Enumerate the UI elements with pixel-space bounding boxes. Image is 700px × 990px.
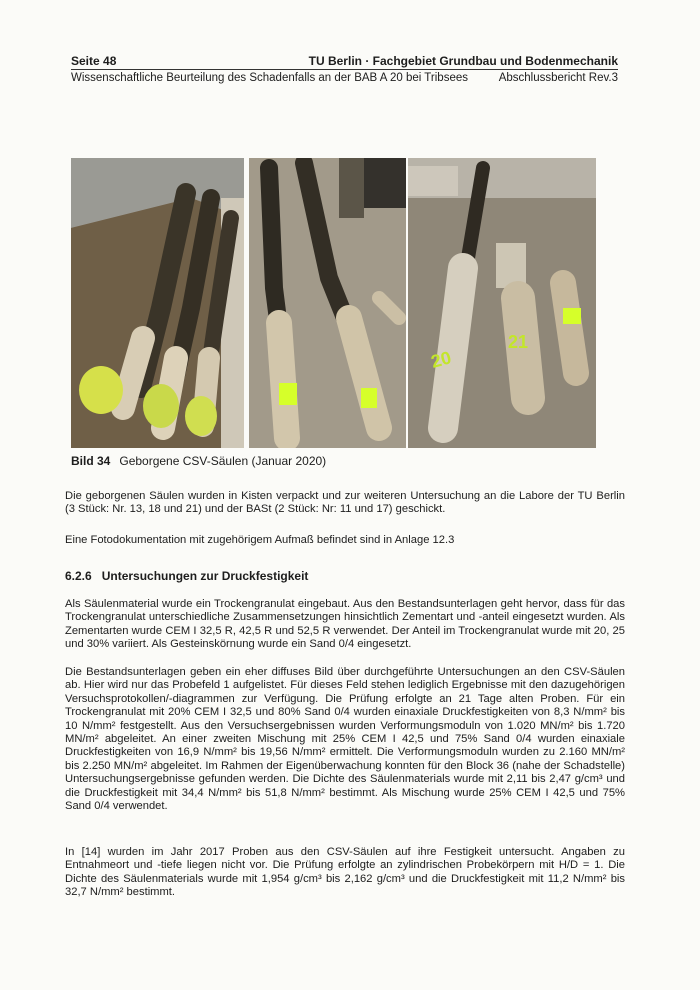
- paragraph-text: Die geborgenen Säulen wurden in Kisten verpackt und zur weiteren Untersuchung an die Labore der TU Berlin (3 Stück: Nr. 13, 18 und 21) und der BASt (2 Stück: Nr: 11 und 17) geschickt.: [65, 490, 625, 516]
- figure-caption-text: Geborgene CSV-Säulen (Januar 2020): [119, 454, 327, 468]
- section-number: 6.2.6: [65, 569, 92, 583]
- report-revision: Abschlussbericht Rev.3: [498, 72, 618, 84]
- paragraph-text: Die Bestandsunterlagen geben ein eher diffuses Bild über durchgeführte Untersuchungen an den CSV-Säulen ab. Hier wird nur das Probefeld 1 aufgelistet. Für dieses Feld stehen lediglich Ergebnisse mit den dazugehörigen Versuchsprotokollen/-diagrammen zur Verfügung. Die Prüfung erfolgte an 21 Tage alten Proben. Für ein Trockengranulat mit 20% CEM I 32,5 und 80% Sand 0/4 wurden einaxiale Druckfestigkeiten von 8,3 N/mm² bis 10 N/mm² festgestellt. Aus den Versuchsergebnissen wurden Verformungsmoduln von 1.020 MN/m² bis 1.720 MN/m² abgeleitet. An einer zweiten Mischung mit 25% CEM I 42,5 und 75% Sand 0/4 wurden einaxiale Druckfestigkeiten von 16,9 N/mm² bis 19,56 N/mm² ermittelt. Die Verformungsmoduln wurden zu 2.160 MN/m² bis 2.250 MN/m² abgeleitet. Im Rahmen der Eigenüberwachung konnten für den Block 36 (nahe der Schadstelle) Untersuchungsergebnisse gefunden werden. Die Dichte des Säulenmaterials wurde mit 2,11 bis 2,47 g/cm³ und die Druckfestigkeit mit 34,4 N/mm² bis 51,8 N/mm² bestimmt. Als Mischung wurde 25% CEM I 42,5 und 75% Sand 0/4 verwendet.: [65, 666, 625, 813]
- figure-caption: [71, 452, 571, 470]
- paragraph-material: [65, 598, 625, 652]
- paragraph-text: Als Säulenmaterial wurde ein Trockengranulat eingebaut. Aus den Bestandsunterlagen geht hervor, dass für das Trockengranulat unterschiedliche Zusammensetzungen hinsichtlich Zementart und -anteil eingesetzt wurden. Als Zementarten wurde CEM I 32,5 R, 42,5 R und 52,5 R verwendet. Der Anteil im Trockengranulat wurde mit 20, 25 und 30% variiert. Als Gesteinskörnung wurde ein Sand 0/4 eingesetzt.: [65, 598, 625, 651]
- paragraph-text: In [14] wurden im Jahr 2017 Proben aus den CSV-Säulen auf ihre Festigkeit untersucht. Angaben zu Entnahmeort und -tiefe liegen nicht vor. Die Prüfung erfolgte an zylindrischen Probekörpern mit H/D = 1. Die Dichte des Säulenmaterials wurde mit 1,954 g/cm³ bis 2,162 g/cm³ und die Druckfestigkeit mit 11,2 N/mm² bis 32,7 N/mm² bestimmt.: [65, 846, 625, 899]
- paragraph-test-results: [65, 666, 625, 813]
- photo-columns-middle: [249, 158, 406, 448]
- page-label: Seite 48: [71, 54, 117, 68]
- paragraph-2017-tests: [65, 846, 625, 900]
- report-title: Wissenschaftliche Beurteilung des Schadenfalls an der BAB A 20 bei Tribsees: [71, 72, 468, 84]
- marking-21: 21: [508, 332, 529, 352]
- section-title: Untersuchungen zur Druckfestigkeit: [101, 569, 309, 583]
- institution: TU Berlin · Fachgebiet Grundbau und Bodenmechanik: [308, 54, 618, 68]
- marking-20: 20: [428, 347, 454, 372]
- figure-number: Bild 34: [71, 454, 111, 468]
- paragraph-shipping: [65, 490, 625, 517]
- running-header: [71, 53, 618, 69]
- section-heading: [65, 568, 625, 584]
- paragraph-text: Eine Fotodokumentation mit zugehörigem Aufmaß befindet sind in Anlage 12.3: [65, 534, 455, 546]
- paragraph-photo-documentation: [65, 534, 625, 547]
- photo-columns-left: [71, 158, 244, 448]
- photo-columns-right: [408, 158, 596, 448]
- header-subline: [71, 70, 618, 86]
